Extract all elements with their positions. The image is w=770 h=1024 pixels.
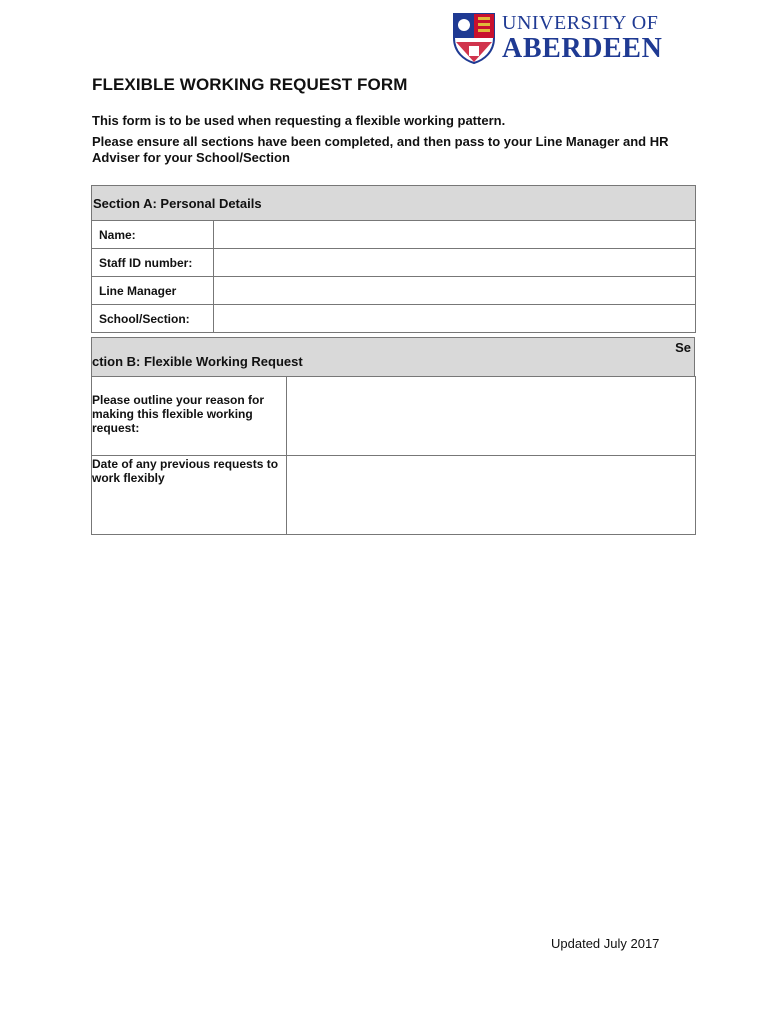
logo-university-of: UNIVERSITY OF xyxy=(502,12,659,34)
intro-line-1: This form is to be used when requesting a flexible working pattern. xyxy=(92,113,506,128)
section-b-header-fragment: Se xyxy=(675,340,691,355)
table-row xyxy=(92,456,696,535)
table-row xyxy=(92,377,696,456)
staff-id-label: Staff ID number: xyxy=(92,249,214,277)
line-manager-field[interactable] xyxy=(214,277,696,305)
table-row xyxy=(92,305,696,333)
school-section-field[interactable] xyxy=(214,305,696,333)
school-section-label: School/Section: xyxy=(92,305,214,333)
university-logo xyxy=(452,12,692,66)
name-field[interactable] xyxy=(214,221,696,249)
reason-field[interactable] xyxy=(287,377,696,456)
section-a-table xyxy=(91,185,696,333)
updated-date: Updated July 2017 xyxy=(551,936,660,951)
table-row xyxy=(92,249,696,277)
section-b-header-text: ction B: Flexible Working Request xyxy=(92,354,303,369)
line-manager-label: Line Manager xyxy=(92,277,214,305)
name-label: Name: xyxy=(92,221,214,249)
table-row xyxy=(92,221,696,249)
staff-id-field[interactable] xyxy=(214,249,696,277)
table-row xyxy=(92,277,696,305)
form-intro xyxy=(92,113,692,171)
logo-aberdeen: ABERDEEN xyxy=(502,33,663,64)
previous-requests-field[interactable] xyxy=(287,456,696,535)
crest-icon xyxy=(452,12,496,64)
section-a-header xyxy=(92,186,696,221)
form-title: FLEXIBLE WORKING REQUEST FORM xyxy=(92,75,408,94)
section-b-header xyxy=(91,337,695,377)
intro-line-2: Please ensure all sections have been completed, and then pass to your Line Manager and HR Adviser for your School/Section xyxy=(92,134,669,165)
section-a-header-text: Section A: Personal Details xyxy=(93,195,262,211)
section-b-table xyxy=(91,376,696,535)
reason-label: Please outline your reason for making this flexible working request: xyxy=(92,377,287,456)
previous-requests-label: Date of any previous requests to work flexibly xyxy=(92,456,287,535)
